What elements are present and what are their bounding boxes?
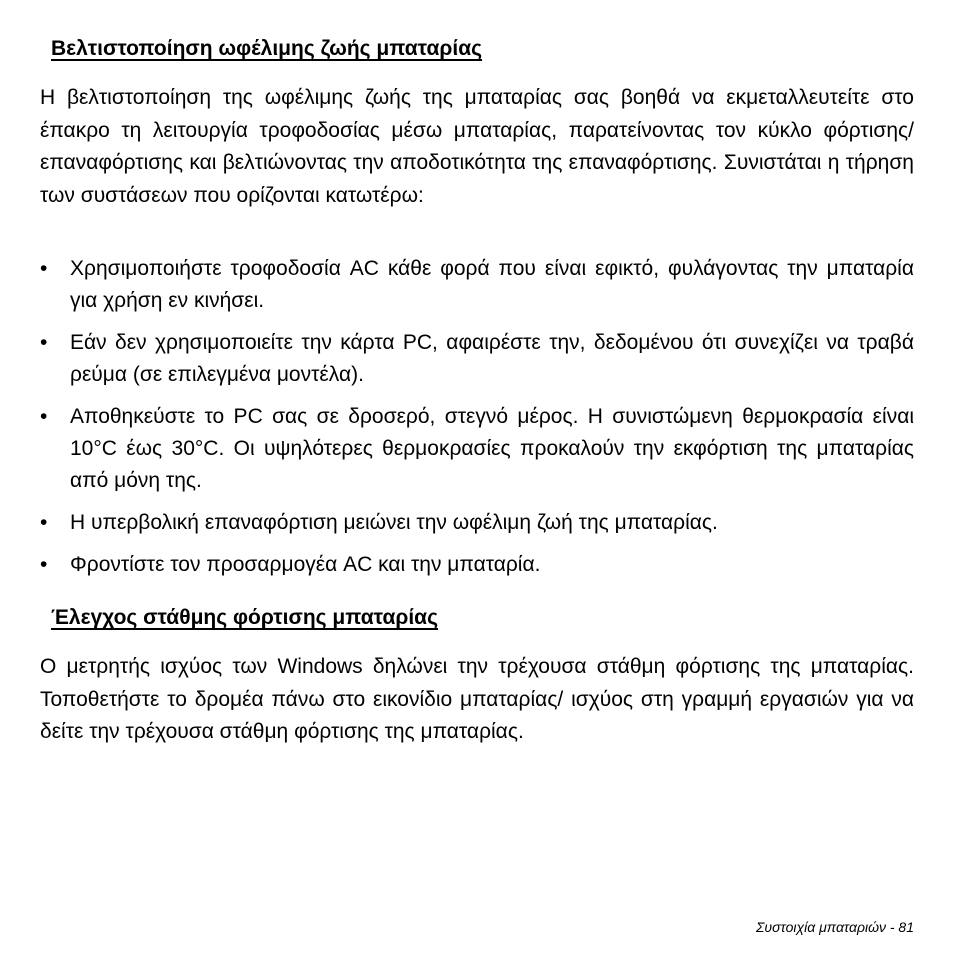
charge-level-paragraph: Ο μετρητής ισχύος των Windows δηλώνει την τρέχουσα στάθμη φόρτισης της μπαταρίας. Τοποθετήστε το δρομέα πάνω στο εικονίδιο μπαταρίας/ ισχύος στη γραμμή εργασιών για να δείτε την τρέχουσα στάθμη φόρτισης της μπαταρίας. [40, 655, 914, 743]
list-item-text: Αποθηκεύστε το PC σας σε δροσερό, στεγνό μέρος. Η συνιστώμενη θερμοκρασία είναι 10°C έως 30°C. Οι υψηλότερες θερμοκρασίες προκαλούν την εκφόρτιση της μπαταρίας από μόνη της. [70, 405, 914, 492]
list-item-text: Εάν δεν χρησιμοποιείτε την κάρτα PC, αφαιρέστε την, δεδομένου ότι συνεχίζει να τραβά ρεύμα (σε επιλεγμένα μοντέλα). [70, 331, 914, 386]
list-item [40, 253, 914, 317]
list-item [40, 549, 914, 581]
list-item [40, 327, 914, 391]
list-item [40, 401, 914, 497]
bullet-icon: • [40, 553, 48, 576]
bullet-icon: • [40, 405, 48, 428]
section-heading-charge-level: Έλεγχος στάθμης φόρτισης μπαταρίας [51, 606, 439, 629]
section-heading-battery-life: Βελτιστοποίηση ωφέλιμης ζωής μπαταρίας [51, 37, 483, 60]
page-footer: Συστοιχία μπαταριών - 81 [756, 919, 914, 935]
bullet-icon: • [40, 511, 48, 534]
bullet-icon: • [40, 331, 48, 354]
recommendations-list [40, 253, 914, 591]
bullet-icon: • [40, 257, 48, 280]
intro-paragraph: Η βελτιστοποίηση της ωφέλιμης ζωής της μπαταρίας σας βοηθά να εκμεταλλευτείτε στο έπακρο τη λειτουργία τροφοδοσίας μέσω μπαταρίας, παρατείνοντας τον κύκλο φόρτισης/επαναφόρτισης και βελτιώνοντας την αποδοτικότητα της επαναφόρτισης. Συνιστάται η τήρηση των συστάσεων που ορίζονται κατωτέρω: [40, 86, 914, 207]
list-item-text: Χρησιμοποιήστε τροφοδοσία AC κάθε φορά που είναι εφικτό, φυλάγοντας την μπαταρία για χρήση εν κινήσει. [70, 257, 914, 312]
list-item-text: Η υπερβολική επαναφόρτιση μειώνει την ωφέλιμη ζωή της μπαταρίας. [70, 511, 718, 534]
list-item-text: Φροντίστε τον προσαρμογέα AC και την μπαταρία. [70, 553, 541, 576]
list-item [40, 507, 914, 539]
